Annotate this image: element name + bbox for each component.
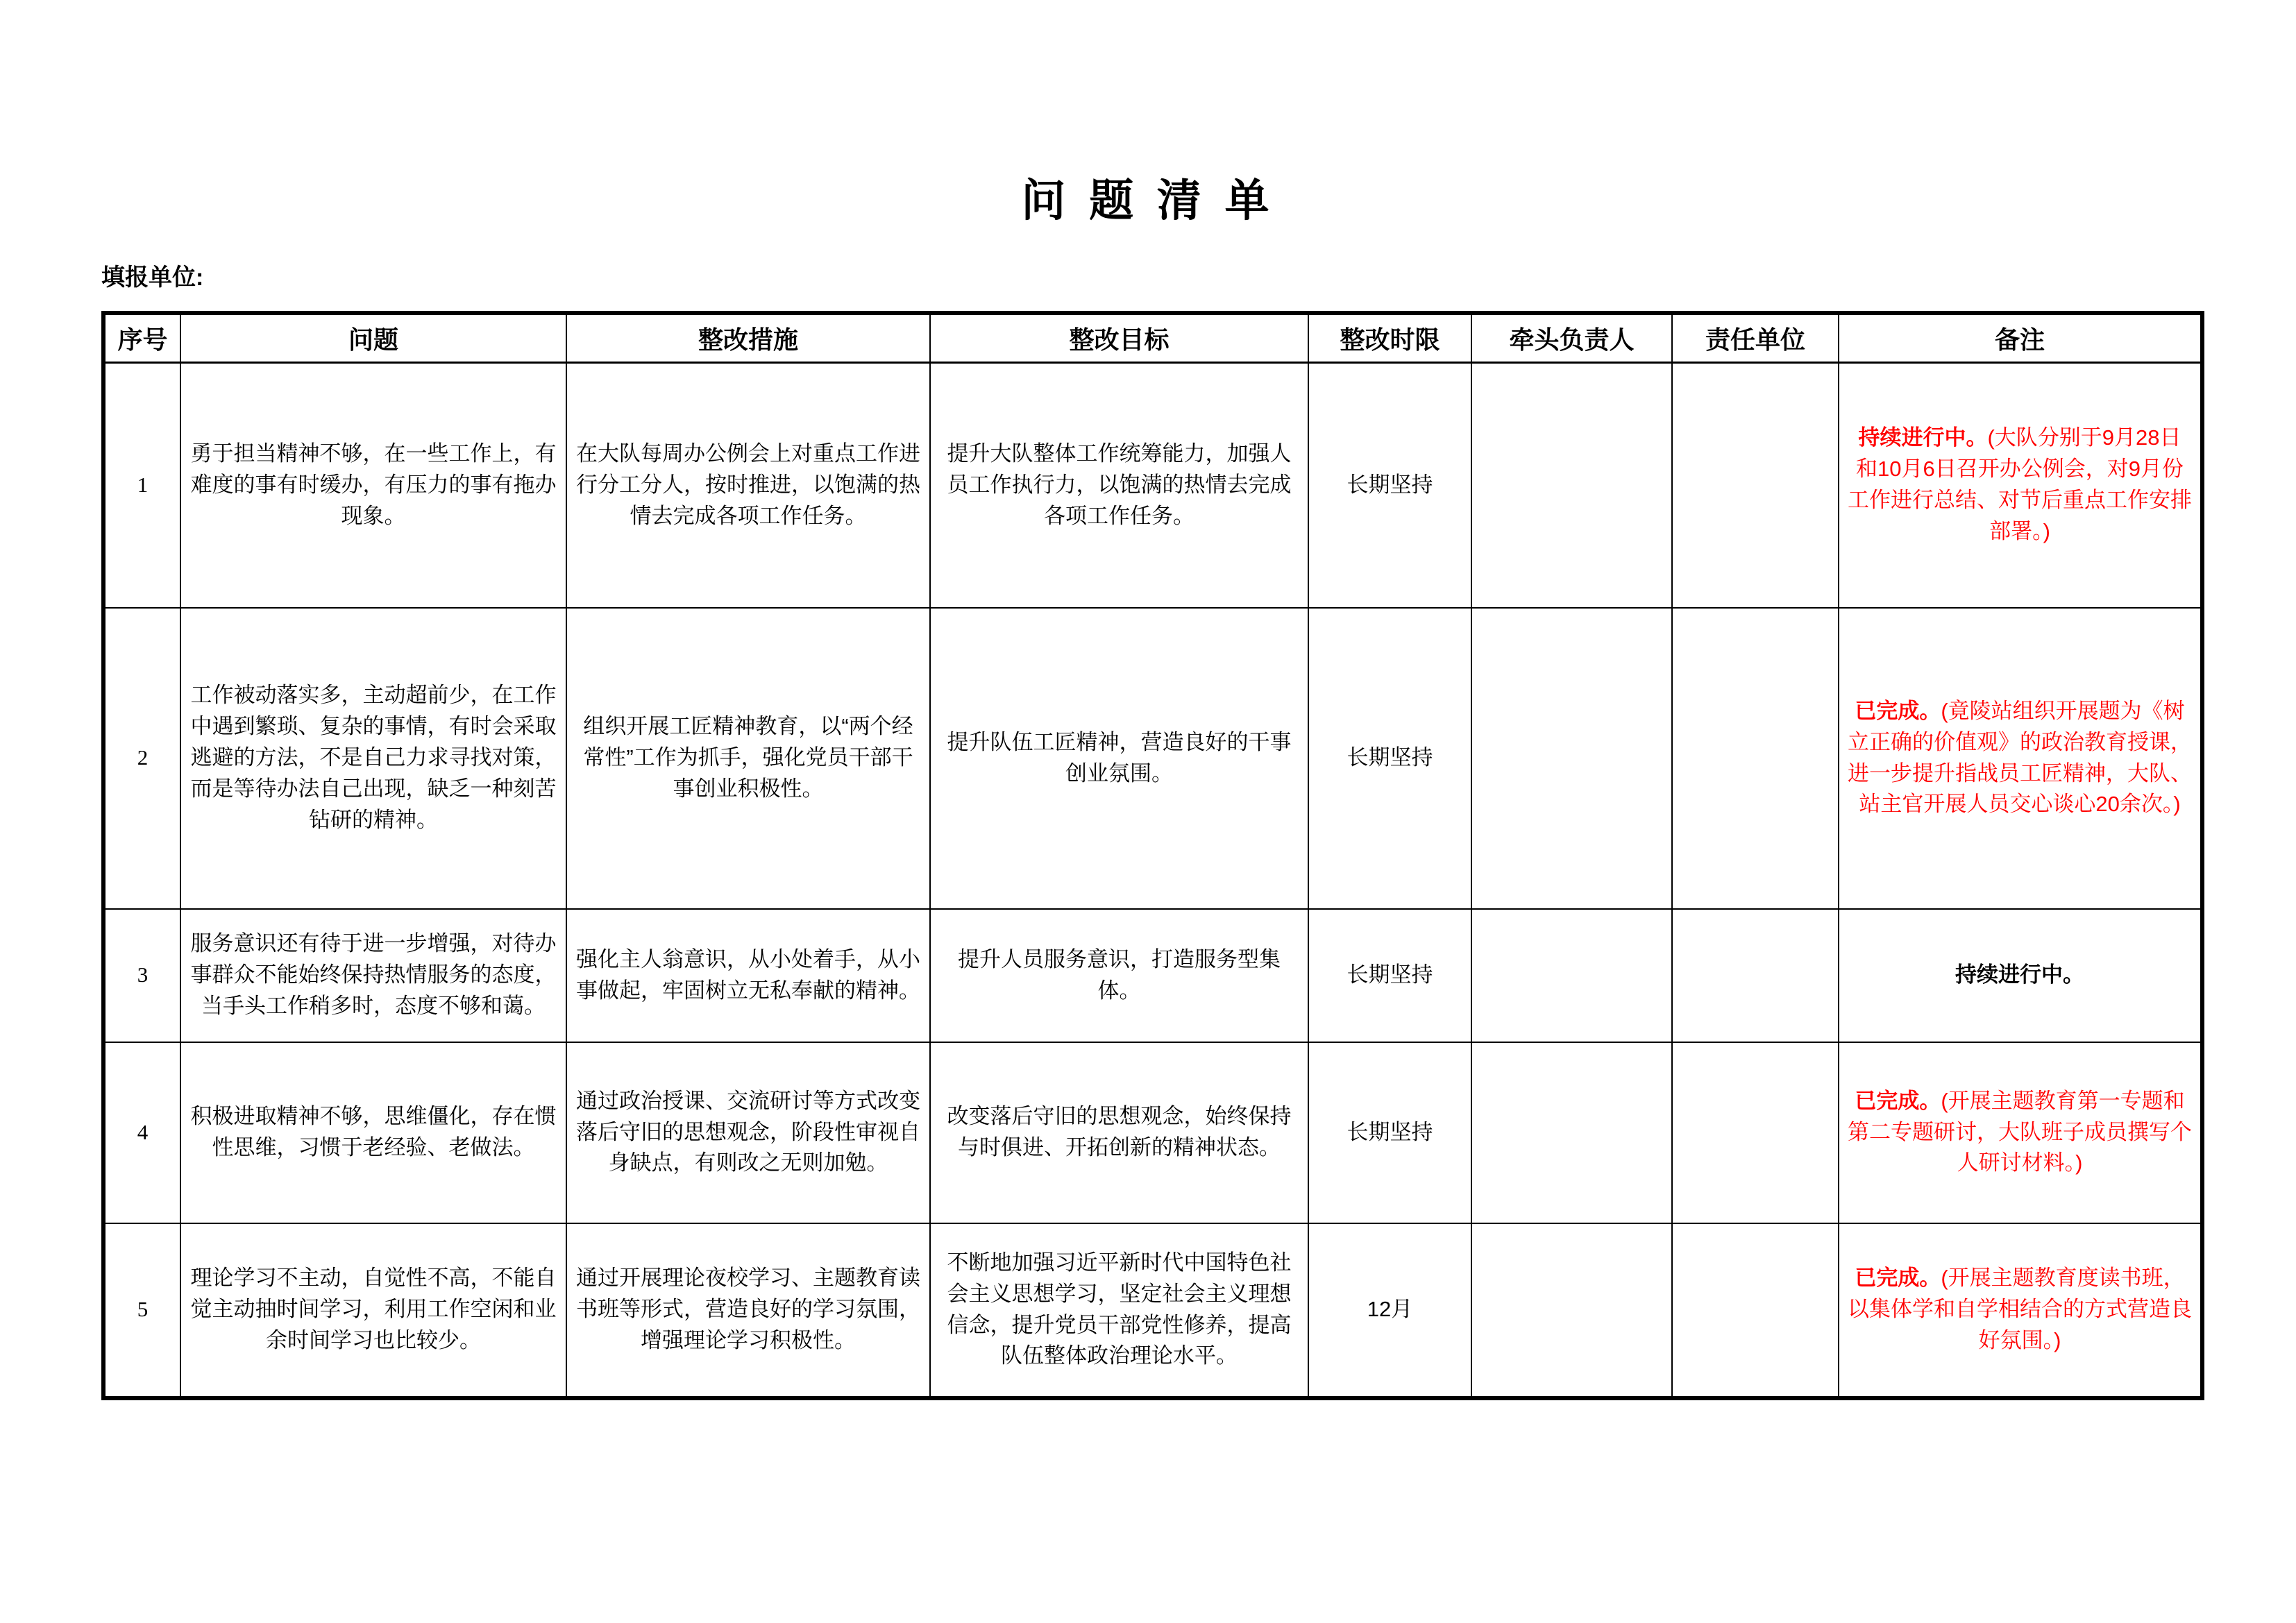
reporting-unit-label: 填报单位: xyxy=(101,264,204,291)
goal-cell: 提升人员服务意识，打造服务型集体。 xyxy=(930,909,1308,1042)
column-header-lead: 牵头负责人 xyxy=(1471,313,1672,363)
table-row xyxy=(103,608,2202,909)
column-header-unit: 责任单位 xyxy=(1672,313,1839,363)
remark-status: 持续进行中。 xyxy=(1858,425,1988,450)
unit-cell xyxy=(1672,1223,1839,1398)
lead-cell xyxy=(1471,608,1672,909)
remark-cell xyxy=(1839,363,2202,608)
column-header-goal: 整改目标 xyxy=(930,313,1308,363)
column-header-problem: 问题 xyxy=(180,313,566,363)
remark-cell xyxy=(1839,1223,2202,1398)
remark-detail: (开展主题教育第一专题和第二专题研讨，大队班子成员撰写个人研讨材料。) xyxy=(1848,1088,2192,1175)
remark-cell xyxy=(1839,608,2202,909)
deadline-cell: 长期坚持 xyxy=(1308,608,1471,909)
unit-cell xyxy=(1672,909,1839,1042)
deadline-cell: 12月 xyxy=(1308,1223,1471,1398)
index-cell: 1 xyxy=(103,363,180,608)
problem-cell: 理论学习不主动，自觉性不高，不能自觉主动抽时间学习，利用工作空闲和业余时间学习也比较少。 xyxy=(180,1223,566,1398)
remark-cell xyxy=(1839,909,2202,1042)
goal-cell: 不断地加强习近平新时代中国特色社会主义思想学习，坚定社会主义理想信念，提升党员干部党性修养，提高队伍整体政治理论水平。 xyxy=(930,1223,1308,1398)
deadline-cell: 长期坚持 xyxy=(1308,363,1471,608)
lead-cell xyxy=(1471,1042,1672,1223)
problem-cell: 服务意识还有待于进一步增强，对待办事群众不能始终保持热情服务的态度，当手头工作稍多时，态度不够和蔼。 xyxy=(180,909,566,1042)
remark-detail: (开展主题教育度读书班，以集体学和自学相结合的方式营造良好氛围。) xyxy=(1848,1266,2192,1352)
measures-cell: 通过开展理论夜校学习、主题教育读书班等形式，营造良好的学习氛围，增强理论学习积极性。 xyxy=(566,1223,930,1398)
table-row xyxy=(103,909,2202,1042)
deadline-cell: 长期坚持 xyxy=(1308,909,1471,1042)
remark-detail: (竟陵站组织开展题为《树立正确的价值观》的政治教育授课，进一步提升指战员工匠精神，大队、站主官开展人员交心谈心20余次。) xyxy=(1848,698,2192,817)
table-row xyxy=(103,1042,2202,1223)
table-row xyxy=(103,363,2202,608)
table-row xyxy=(103,1223,2202,1398)
goal-cell: 提升队伍工匠精神，营造良好的干事创业氛围。 xyxy=(930,608,1308,909)
remark-status: 持续进行中。 xyxy=(1955,962,2084,987)
column-header-deadline: 整改时限 xyxy=(1308,313,1471,363)
remark-detail: (大队分别于9月28日和10月6日召开办公例会，对9月份工作进行总结、对节后重点工作安排部署。) xyxy=(1848,425,2192,544)
remark-status: 已完成。 xyxy=(1855,1088,1941,1113)
problem-cell: 勇于担当精神不够，在一些工作上，有难度的事有时缓办，有压力的事有拖办现象。 xyxy=(180,363,566,608)
measures-cell: 在大队每周办公例会上对重点工作进行分工分人，按时推进，以饱满的热情去完成各项工作任务。 xyxy=(566,363,930,608)
lead-cell xyxy=(1471,909,1672,1042)
index-cell: 3 xyxy=(103,909,180,1042)
problem-cell: 工作被动落实多，主动超前少，在工作中遇到繁琐、复杂的事情，有时会采取逃避的方法，不是自己力求寻找对策，而是等待办法自己出现，缺乏一种刻苦钻研的精神。 xyxy=(180,608,566,909)
index-cell: 2 xyxy=(103,608,180,909)
column-header-measures: 整改措施 xyxy=(566,313,930,363)
problem-cell: 积极进取精神不够，思维僵化，存在惯性思维，习惯于老经验、老做法。 xyxy=(180,1042,566,1223)
lead-cell xyxy=(1471,363,1672,608)
column-header-index: 序号 xyxy=(103,313,180,363)
deadline-cell: 长期坚持 xyxy=(1308,1042,1471,1223)
measures-cell: 通过政治授课、交流研讨等方式改变落后守旧的思想观念，阶段性审视自身缺点，有则改之无则加勉。 xyxy=(566,1042,930,1223)
remark-cell xyxy=(1839,1042,2202,1223)
measures-cell: 组织开展工匠精神教育，以“两个经常性”工作为抓手，强化党员干部干事创业积极性。 xyxy=(566,608,930,909)
issue-table xyxy=(101,311,2204,1400)
column-header-remark: 备注 xyxy=(1839,313,2202,363)
goal-cell: 改变落后守旧的思想观念，始终保持与时俱进、开拓创新的精神状态。 xyxy=(930,1042,1308,1223)
index-cell: 4 xyxy=(103,1042,180,1223)
page-title: 问 题 清 单 xyxy=(1021,176,1275,226)
unit-cell xyxy=(1672,608,1839,909)
unit-cell xyxy=(1672,363,1839,608)
goal-cell: 提升大队整体工作统筹能力，加强人员工作执行力，以饱满的热情去完成各项工作任务。 xyxy=(930,363,1308,608)
remark-status: 已完成。 xyxy=(1855,698,1941,723)
measures-cell: 强化主人翁意识，从小处着手，从小事做起，牢固树立无私奉献的精神。 xyxy=(566,909,930,1042)
index-cell: 5 xyxy=(103,1223,180,1398)
remark-status: 已完成。 xyxy=(1855,1266,1941,1291)
lead-cell xyxy=(1471,1223,1672,1398)
unit-cell xyxy=(1672,1042,1839,1223)
header-row xyxy=(103,313,2202,363)
